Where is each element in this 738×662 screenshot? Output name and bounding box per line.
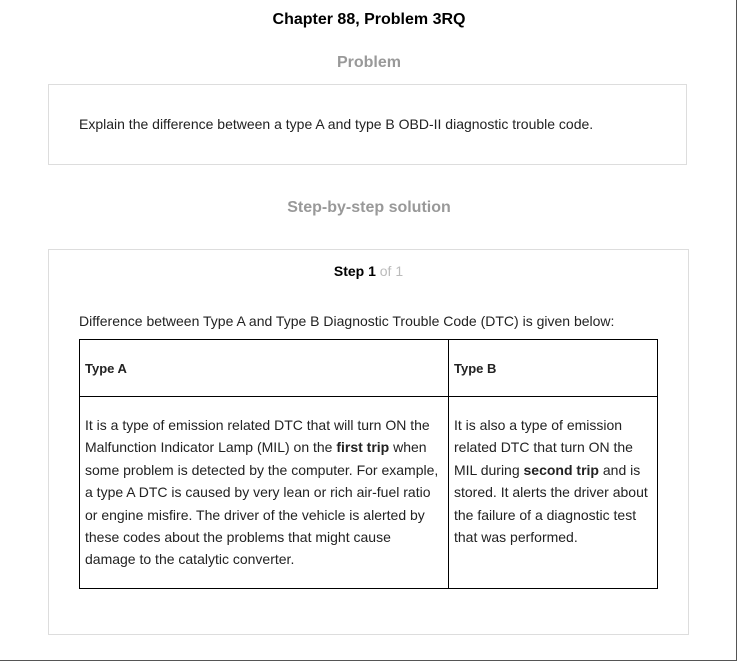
table-row [80,397,658,589]
type-b-text-end: and is stored. It alerts the driver about the failure of a diagnostic test that was performed. [454,461,648,546]
chapter-title: Chapter 88, Problem 3RQ [272,11,466,28]
problem-heading: Problem [336,54,401,71]
solution-box [48,249,689,635]
type-a-emphasis: first trip [336,439,390,456]
step-label [49,263,688,279]
problem-box [48,84,687,165]
header-type-a: Type A [80,340,449,397]
header-type-b: Type B [449,340,658,397]
type-a-text-start: It is a type of emission related DTC that will turn ON the Malfunction Indicator Lamp (MIL) on the [85,417,430,456]
problem-text: Explain the difference between a type A and type B OBD-II diagnostic trouble code. [79,116,594,132]
cell-type-b [449,397,658,589]
step-total: of 1 [379,263,404,279]
type-b-emphasis: second trip [523,461,599,478]
intro-text: Difference between Type A and Type B Diagnostic Trouble Code (DTC) is given below: [79,313,615,329]
type-a-text-end: when some problem is detected by the computer. For example, a type A DTC is caused by very lean or rich air-fuel ratio or engine misfire. The driver of the vehicle is alerted by these codes about the problems that might cause damage to the catalytic converter. [85,439,439,568]
solution-heading: Step-by-step solution [287,199,451,216]
cell-type-a [80,397,449,589]
type-b-text-start: It is also a type of emission related DTC that turn ON the MIL during [454,417,633,478]
table-header-row [80,340,658,397]
step-number: Step 1 [333,263,376,279]
dtc-comparison-table [79,339,658,589]
